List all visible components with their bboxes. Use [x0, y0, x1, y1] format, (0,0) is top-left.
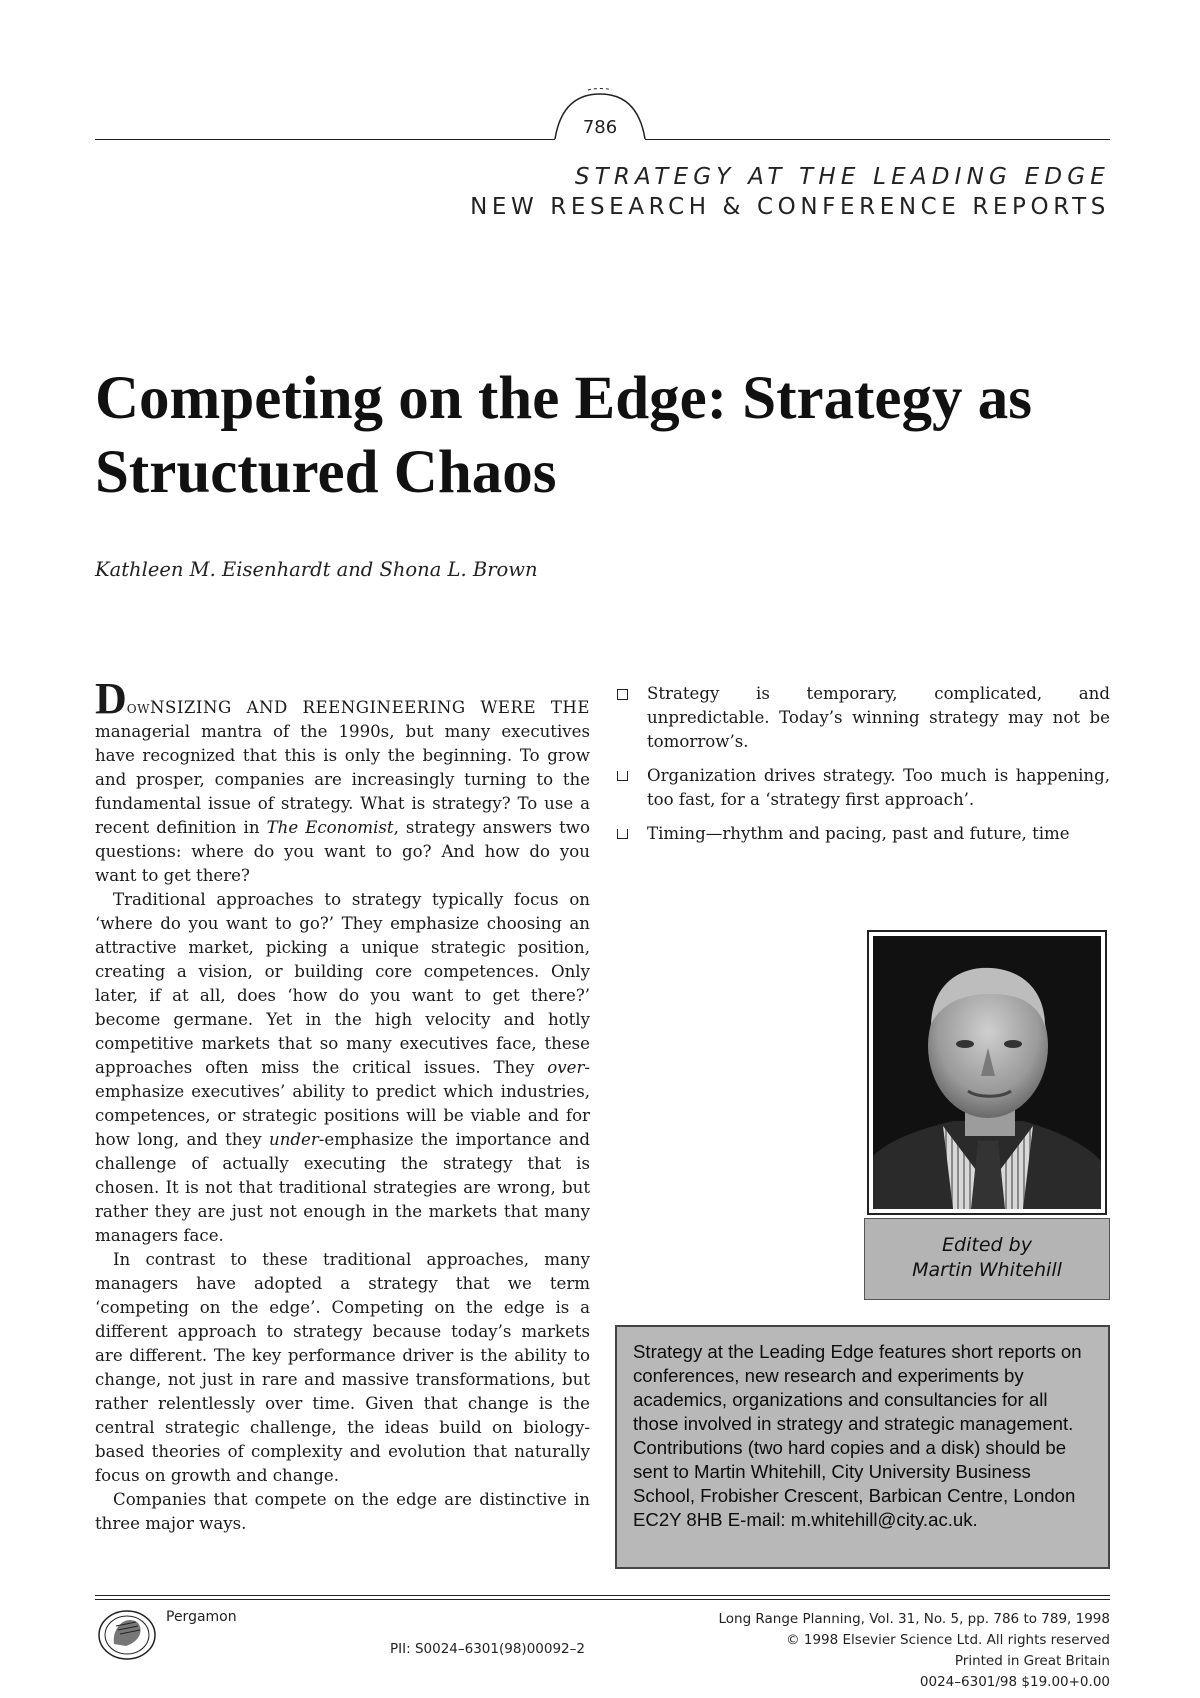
body-column-right	[613, 682, 1110, 856]
paragraph-4: Companies that compete on the edge are distinctive in three major ways.	[95, 1490, 590, 1533]
paragraph-2-text-a: Traditional approaches to strategy typically focus on ‘where do you want to go?’ They emphasize choosing an attractive market, picking a unique strategic position, creating a vision, or building core competences. Only later, if at all, does ‘how do you want to get there?’ become germane. Yet in the high velocity and hotly competitive markets that so many executives face, these approaches often miss the critical issues. They	[95, 890, 590, 1077]
bullet-text: Timing—rhythm and pacing, past and future, time	[647, 824, 1070, 843]
paragraph-2	[95, 888, 590, 1248]
citation-block	[718, 1609, 1110, 1693]
footer-rule	[95, 1595, 1110, 1596]
article-title: Competing on the Edge: Strategy as Structured Chaos	[95, 365, 1032, 506]
paragraph-2-text-b: -emphasize executives’ ability to predict which industries, competences, or strategic positions will be viable and for how long, and they	[95, 1058, 590, 1149]
footer-rule	[95, 1599, 1110, 1600]
paragraph-1-text-b: , strategy answers two questions: where do you want to go? And how do you want to get there?	[95, 818, 590, 885]
portrait-image	[873, 936, 1101, 1209]
submission-info-box: Strategy at the Leading Edge features short reports on conferences, new research and experiments by academics, organizations and consultancies for all those involved in strategy and strategic management. Contributions (two hard copies and a disk) should be sent to Martin Whitehill, City University Business School, Frobisher Crescent, Barbican Centre, London EC2Y 8HB E-mail: m.whitehill@city.ac.uk.	[615, 1325, 1110, 1569]
printed-line: Printed in Great Britain	[954, 1653, 1110, 1669]
editor-name: Martin Whitehill	[912, 1259, 1062, 1281]
body-column-left	[95, 674, 590, 1536]
checkbox-bullet-icon	[617, 829, 628, 839]
pergamon-logo-icon	[96, 1608, 158, 1662]
section-title: STRATEGY AT THE LEADING EDGE	[574, 164, 1110, 190]
publication-title: The Economist	[266, 818, 394, 837]
bullet-item	[613, 682, 1110, 754]
editor-caption-line-1: Edited by	[942, 1234, 1032, 1256]
emphasis-over: over	[547, 1058, 585, 1077]
checkbox-bullet-icon	[617, 771, 628, 781]
citation-line: Long Range Planning, Vol. 31, No. 5, pp. 786 to 789, 1998	[718, 1611, 1110, 1627]
drop-cap: D	[95, 674, 127, 723]
copyright-line: © 1998 Elsevier Science Ltd. All rights reserved	[786, 1632, 1110, 1648]
lead-in-smallcaps: owNSIZING AND REENGINEERING WERE THE	[126, 698, 590, 717]
paragraph-1	[95, 674, 590, 888]
section-subtitle: NEW RESEARCH & CONFERENCE REPORTS	[470, 194, 1110, 220]
bullet-item	[613, 764, 1110, 812]
emphasis-under: under	[269, 1130, 319, 1149]
paragraph-2-text-c: -emphasize the importance and challenge of actually executing the strategy that is chosen. It is not that traditional strategies are wrong, but rather they are just not enough in the markets that many managers face.	[95, 1130, 590, 1245]
editor-photo	[867, 930, 1107, 1215]
bullet-item	[613, 822, 1110, 846]
publisher-name: Pergamon	[166, 1609, 237, 1625]
page-number: 786	[582, 117, 618, 138]
header-rule-right	[645, 139, 1110, 140]
bullet-text: Organization drives strategy. Too much is happening, too fast, for a ‘strategy first approach’.	[647, 766, 1110, 809]
paragraph-3: In contrast to these traditional approaches, many managers have adopted a strategy that we term ‘competing on the edge’. Competing on the edge is a different approach to strategy because today’s markets are different. The key performance driver is the ability to change, not just in rare and massive transformations, but rather relentlessly over time. Given that change is the central strategic challenge, the ideas build on biology-based theories of complexity and evolution that naturally focus on growth and change.	[95, 1250, 590, 1485]
article-authors: Kathleen M. Eisenhardt and Shona L. Brown	[95, 558, 538, 581]
header-rule-left	[95, 139, 555, 140]
pii-identifier: PII: S0024–6301(98)00092–2	[390, 1641, 585, 1657]
checkbox-bullet-icon	[617, 689, 628, 700]
paragraph-1-text-a: managerial mantra of the 1990s, but many executives have recognized that this is only the beginning. To grow and prosper, companies are increasingly turning to the fundamental issue of strategy. What is strategy? To use a recent definition in	[95, 722, 590, 837]
editor-caption	[864, 1218, 1110, 1300]
bullet-text: Strategy is temporary, complicated, and unpredictable. Today’s winning strategy may not be tomorrow’s.	[647, 684, 1110, 751]
issn-price-line: 0024–6301/98 $19.00+0.00	[919, 1674, 1110, 1690]
